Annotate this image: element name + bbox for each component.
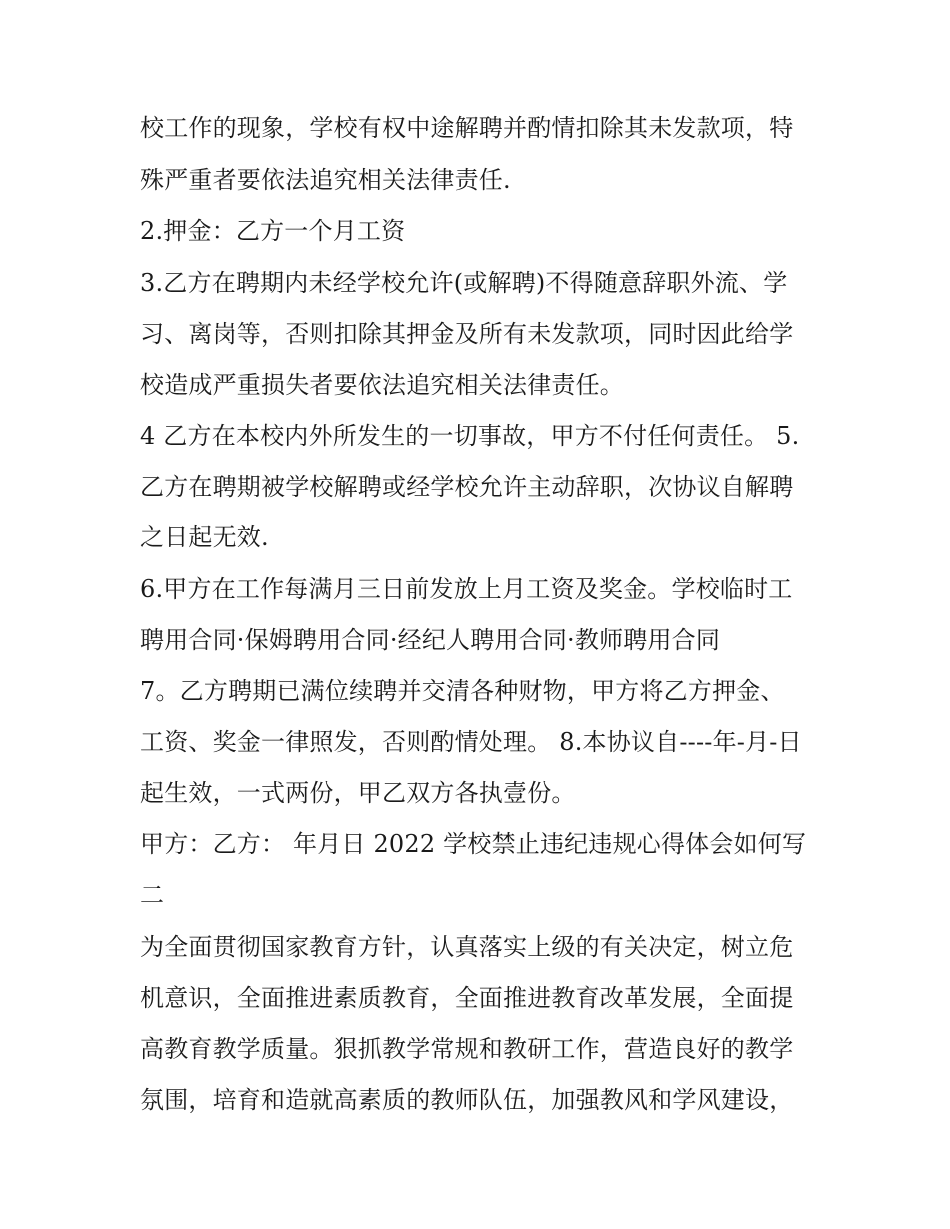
text-line: 7。乙方聘期已满位续聘并交清各种财物，甲方将乙方押金、 — [140, 677, 785, 705]
text-line: 为全面贯彻国家教育方针，认真落实上级的有关决定，树立危 — [140, 933, 794, 961]
text-line: 校造成严重损失者要依法追究相关法律责任。 — [140, 371, 624, 399]
text-line: 之日起无效. — [140, 523, 269, 551]
text-line: 二 — [140, 881, 165, 909]
text-line: 甲方：乙方： 年月日 2022 学校禁止违纪违规心得体会如何写 — [140, 830, 807, 858]
text-line: 高教育教学质量。狠抓教学常规和教研工作，营造良好的教学 — [140, 1035, 794, 1063]
text-line: 2.押金：乙方一个月工资 — [140, 217, 406, 245]
text-line: 习、离岗等，否则扣除其押金及所有未发款项，同时因此给学 — [140, 320, 794, 348]
text-line: 校工作的现象，学校有权中途解聘并酌情扣除其未发款项，特 — [140, 114, 794, 142]
text-line: 工资、奖金一律照发，否则酌情处理。 8.本协议自----年-月-日 — [140, 728, 802, 756]
text-line: 3.乙方在聘期内未经学校允许(或解聘)不得随意辞职外流、学 — [140, 269, 788, 297]
text-line: 氛围，培育和造就高素质的教师队伍，加强教风和学风建设， — [140, 1086, 794, 1114]
text-line: 6.甲方在工作每满月三日前发放上月工资及奖金。学校临时工 — [140, 575, 793, 603]
text-line: 机意识，全面推进素质教育，全面推进教育改革发展，全面提 — [140, 984, 794, 1012]
text-line: 起生效，一式两份，甲乙双方各执壹份。 — [140, 779, 576, 807]
text-line: 4 乙方在本校内外所发生的一切事故，甲方不付任何责任。 5. — [140, 422, 800, 450]
text-line: 聘用合同·保姆聘用合同·经纪人聘用合同·教师聘用合同 — [140, 626, 721, 654]
text-line: 殊严重者要依法追究相关法律责任. — [140, 166, 511, 194]
text-line: 乙方在聘期被学校解聘或经学校允许主动辞职，次协议自解聘 — [140, 473, 794, 501]
